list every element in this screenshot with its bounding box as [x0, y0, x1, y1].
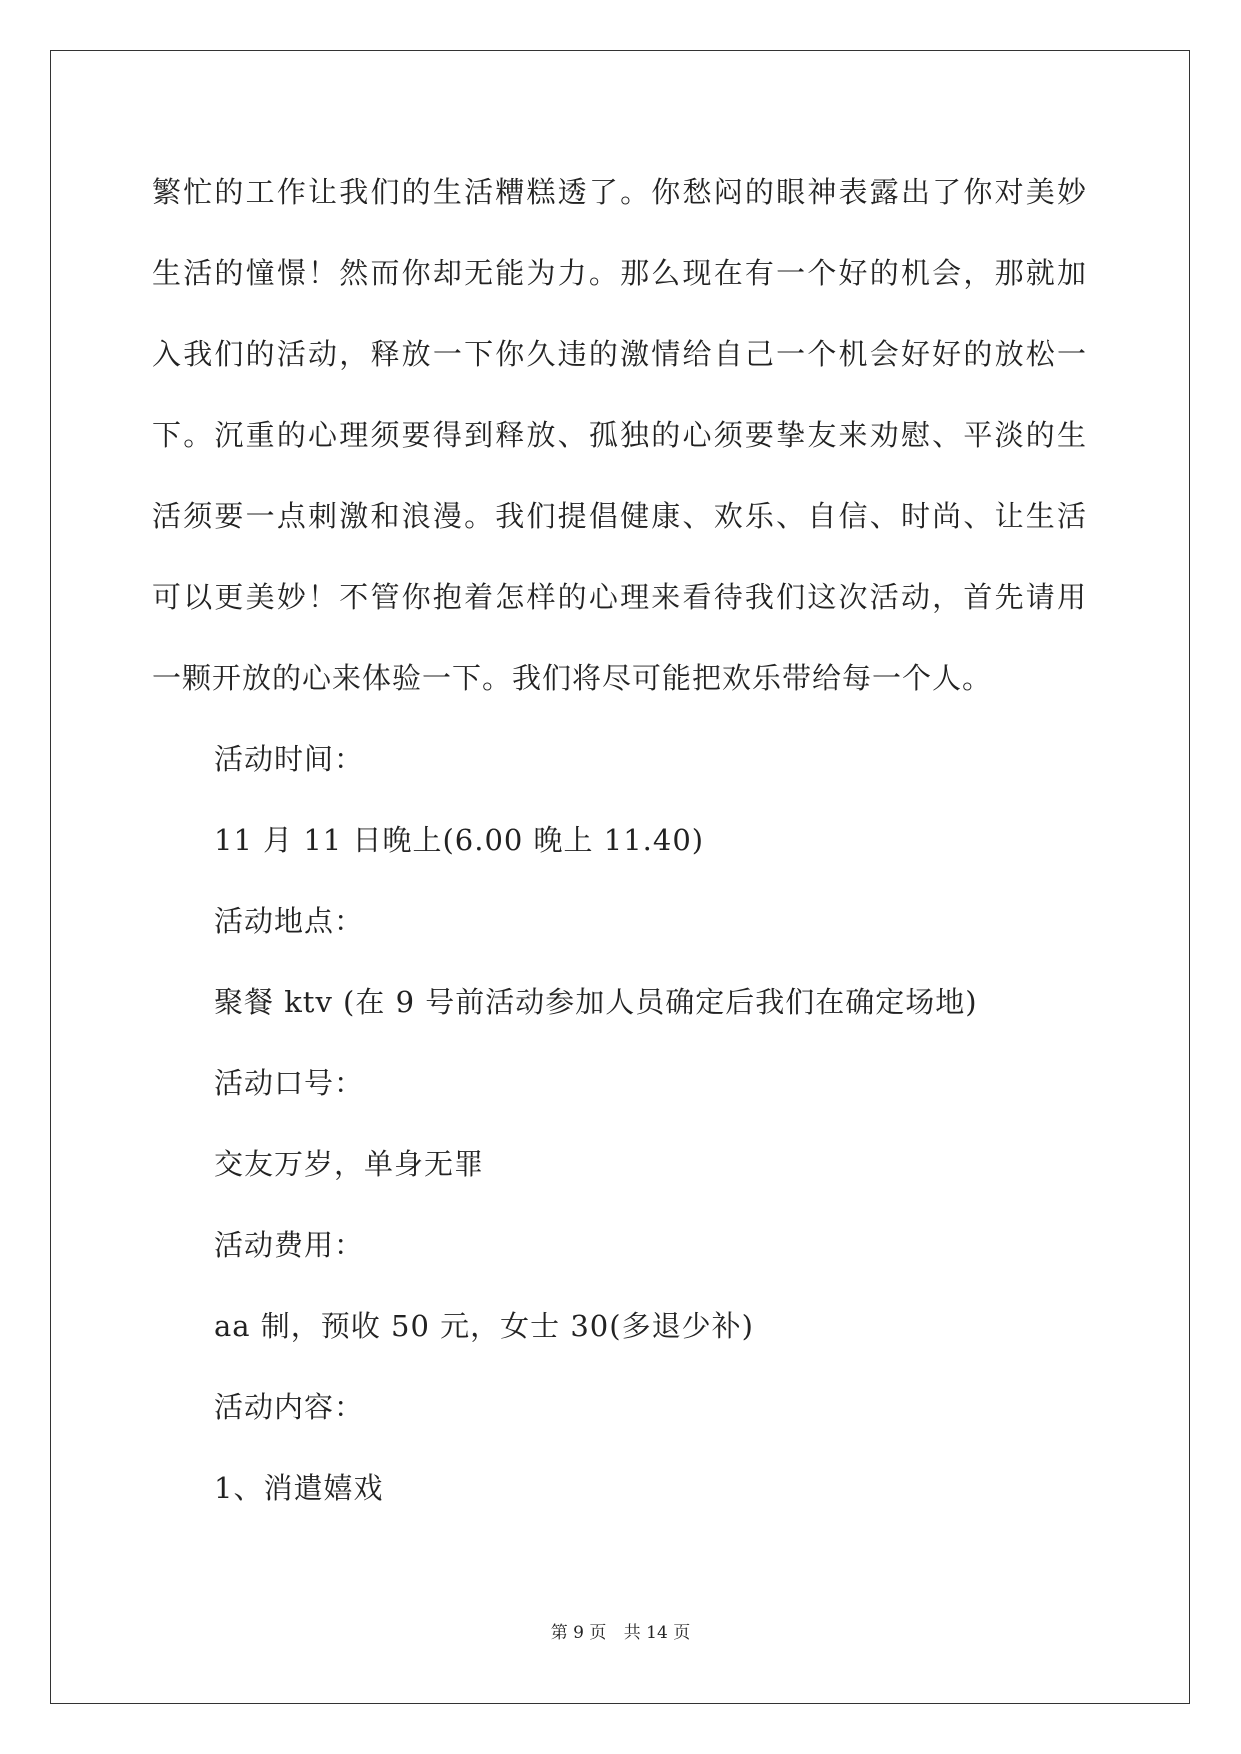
activity-time-value: 11 月 11 日晚上(6.00 晚上 11.40): [214, 823, 705, 857]
paragraph-line: 活须要一点刺激和浪漫。我们提倡健康、欢乐、自信、时尚、让生活: [152, 499, 1087, 533]
activity-fee-value: aa 制，预收 50 元，女士 30(多退少补): [214, 1309, 754, 1343]
paragraph-line: 生活的憧憬！然而你却无能为力。那么现在有一个好的机会，那就加: [152, 256, 1087, 290]
paragraph-line: 繁忙的工作让我们的生活糟糕透了。你愁闷的眼神表露出了你对美妙: [152, 175, 1087, 209]
intro-paragraph: [152, 152, 1087, 719]
page-footer: [0, 1618, 1241, 1643]
paragraph-line: 下。沉重的心理须要得到释放、孤独的心须要挚友来劝慰、平淡的生: [152, 418, 1087, 452]
paragraph-line: 入我们的活动，释放一下你久违的激情给自己一个机会好好的放松一: [152, 337, 1087, 371]
page-number-current: 第 9 页: [550, 1623, 607, 1643]
paragraph-line: 一颗开放的心来体验一下。我们将尽可能把欢乐带给每一个人。: [152, 661, 993, 695]
activity-fee-heading: 活动费用：: [214, 1228, 365, 1262]
activity-location-heading: 活动地点：: [214, 904, 365, 938]
activity-content-heading: 活动内容：: [214, 1390, 365, 1424]
document-body: [152, 152, 1087, 1529]
page-number-total: 共 14 页: [623, 1623, 691, 1643]
activity-time-heading: 活动时间：: [214, 742, 365, 776]
paragraph-line: 可以更美妙！不管你抱着怎样的心理来看待我们这次活动，首先请用: [152, 580, 1087, 614]
activity-slogan-value: 交友万岁，单身无罪: [214, 1147, 485, 1181]
activity-content-item: 1、消遣嬉戏: [214, 1471, 384, 1505]
activity-location-value: 聚餐 ktv (在 9 号前活动参加人员确定后我们在确定场地): [214, 985, 978, 1019]
activity-slogan-heading: 活动口号：: [214, 1066, 365, 1100]
